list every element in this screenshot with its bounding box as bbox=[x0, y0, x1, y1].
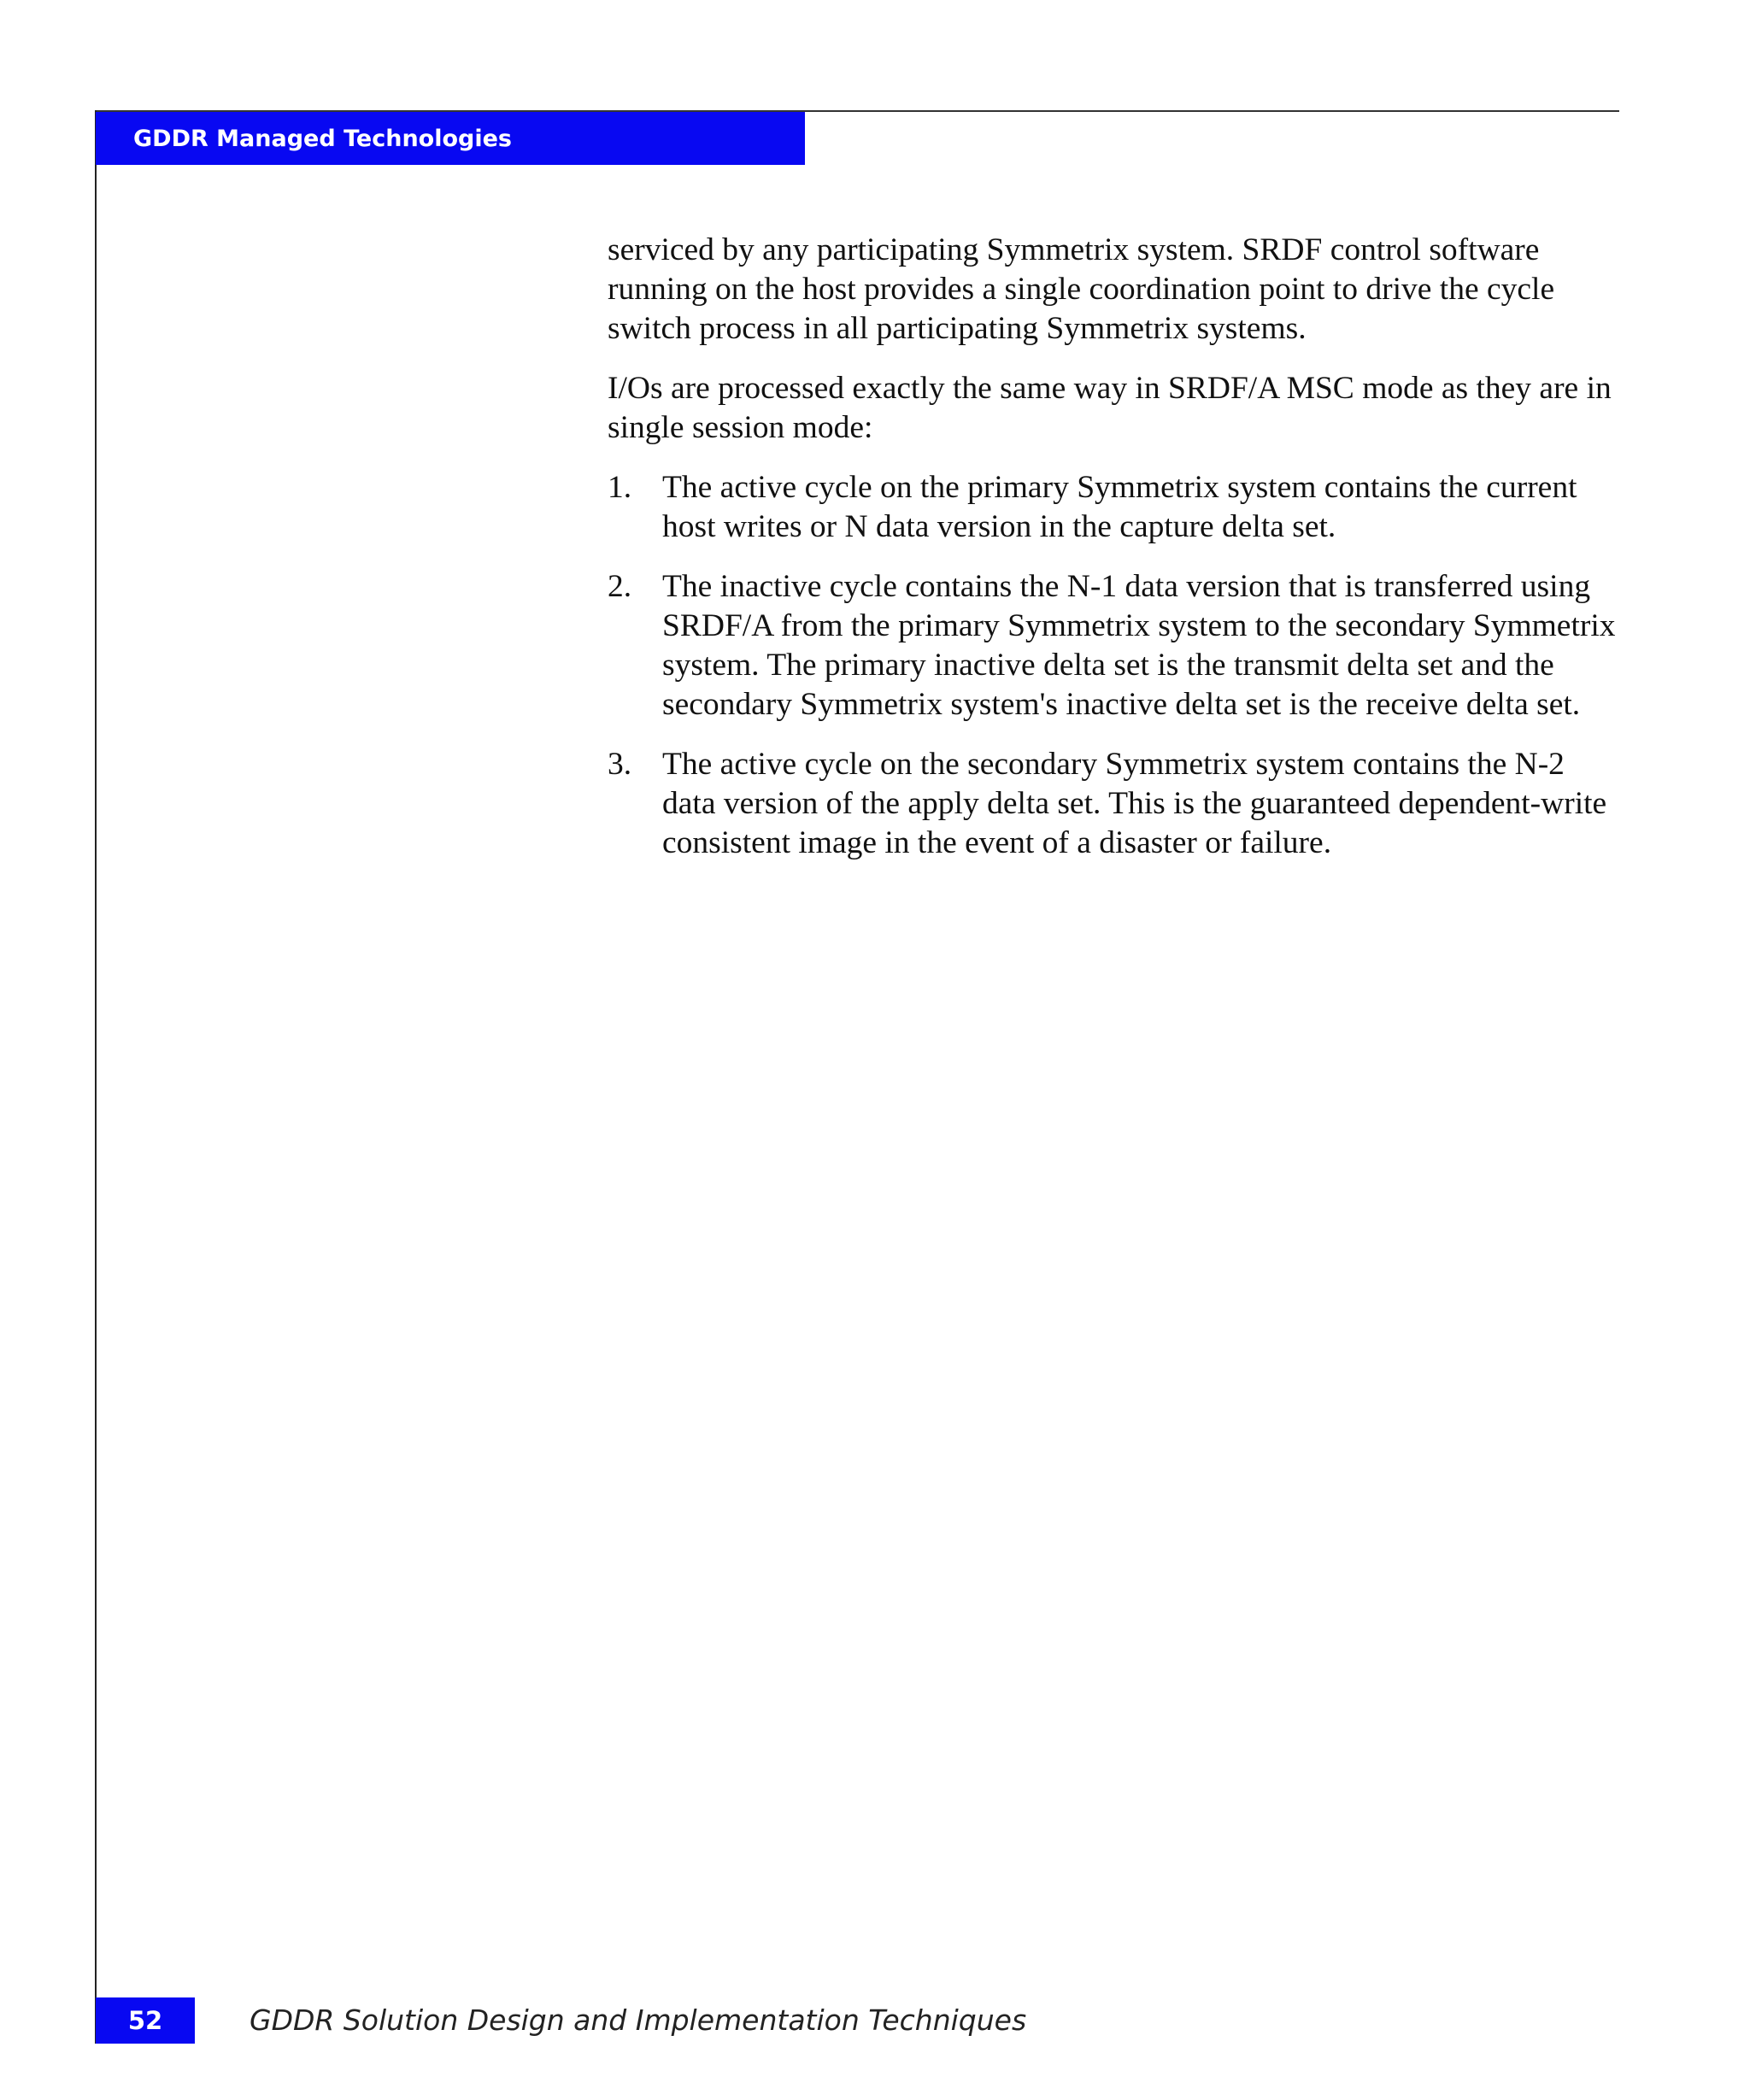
section-title: GDDR Managed Technologies bbox=[133, 125, 512, 152]
list-item-number: 3. bbox=[608, 747, 632, 782]
list-item-number: 1. bbox=[608, 470, 632, 505]
list-item-text: The active cycle on the secondary Symmetrix system contains the N-2 data version of the apply delta set. This is the guaranteed dependent-write consistent image in the event of a disaster or failure. bbox=[662, 747, 1607, 860]
page-margin-rule bbox=[95, 110, 97, 2044]
list-item-text: The active cycle on the primary Symmetrix system contains the current host writes or N data version in the capture delta set. bbox=[662, 470, 1577, 544]
section-header-tab bbox=[96, 112, 805, 165]
list-item-number: 2. bbox=[608, 569, 632, 604]
list-item bbox=[608, 468, 1620, 547]
page-number: 52 bbox=[127, 2006, 163, 2035]
body-content bbox=[608, 231, 1620, 883]
list-item-text: The inactive cycle contains the N-1 data version that is transferred using SRDF/A from the primary Symmetrix system to the secondary Symmetrix system. The primary inactive delta set is the transmit delta set and the secondary Symmetrix system's inactive delta set is the receive delta set. bbox=[662, 569, 1616, 722]
list-item bbox=[608, 745, 1620, 863]
body-paragraph: I/Os are processed exactly the same way in SRDF/A MSC mode as they are in single session mode: bbox=[608, 371, 1612, 445]
list-item bbox=[608, 567, 1620, 724]
page-number-box bbox=[96, 1997, 195, 2044]
body-paragraph: serviced by any participating Symmetrix system. SRDF control software running on the host provides a single coordination point to drive the cycle switch process in all participating Symmetrix systems. bbox=[608, 232, 1555, 346]
numbered-list bbox=[608, 468, 1620, 863]
book-title: GDDR Solution Design and Implementation Techniques bbox=[250, 2003, 1027, 2037]
